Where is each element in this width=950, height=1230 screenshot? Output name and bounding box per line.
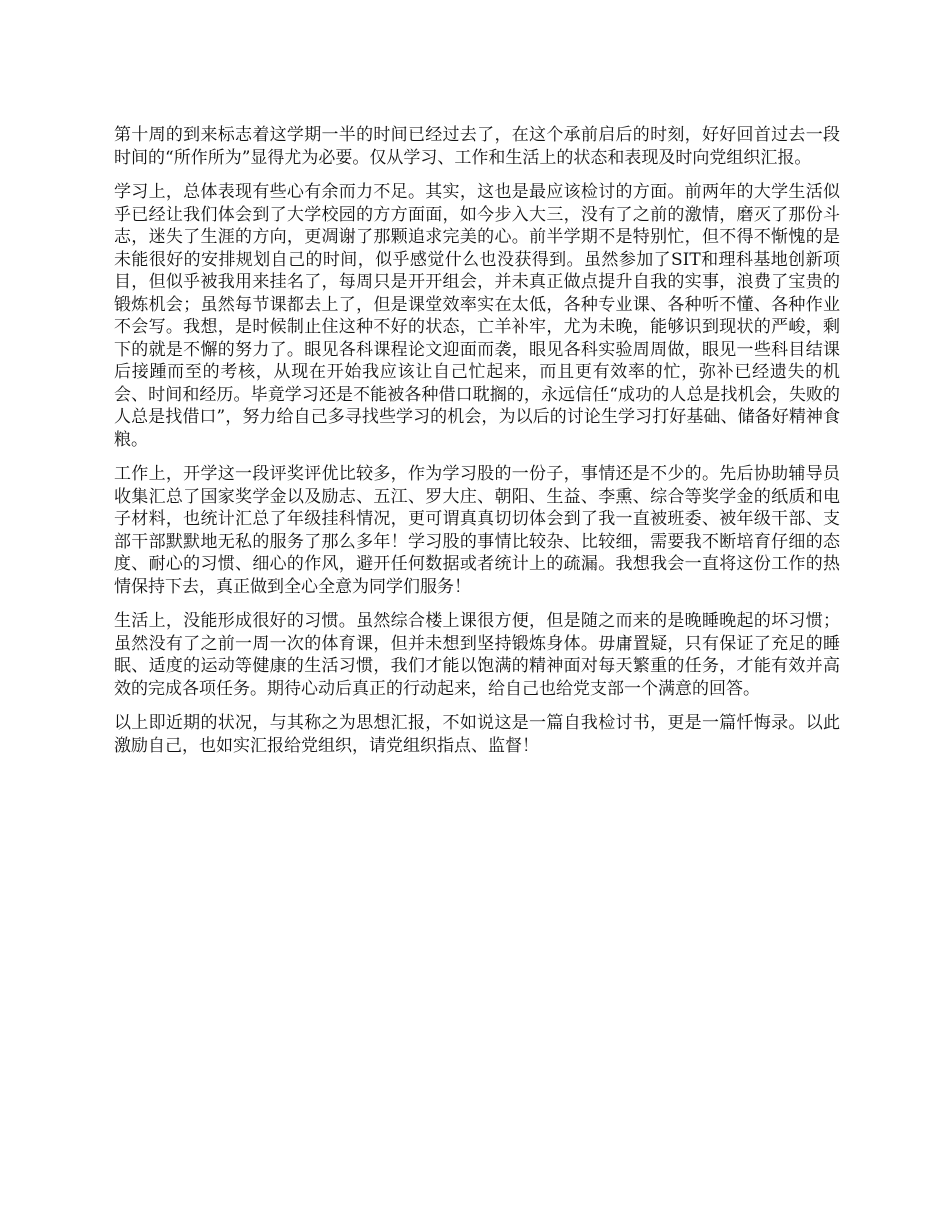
paragraph-life: 生活上，没能形成很好的习惯。虽然综合楼上课很方便，但是随之而来的是晚睡晚起的坏习惯；虽然没有了之前一周一次的体育课，但并未想到坚持锻炼身体。毋庸置疑，只有保证了充足的睡眠、适度的运动等健康的生活习惯，我们才能以饱满的精神面对每天繁重的任务，才能有效并高效的完成各项任务。期待心动后真正的行动起来，给自己也给党支部一个满意的回答。 — [114, 611, 840, 699]
paragraph-intro: 第十周的到来标志着这学期一半的时间已经过去了，在这个承前启后的时刻，好好回首过去一段时间的“所作所为”显得尤为必要。仅从学习、工作和生活上的状态和表现及时向党组织汇报。 — [114, 125, 840, 168]
paragraph-conclusion: 以上即近期的状况，与其称之为思想汇报，不如说这是一篇自我检讨书，更是一篇忏悔录。以此激励自己，也如实汇报给党组织，请党组织指点、监督！ — [114, 713, 840, 756]
document-body — [114, 124, 840, 769]
paragraph-study: 学习上，总体表现有些心有余而力不足。其实，这也是最应该检讨的方面。前两年的大学生活似乎已经让我们体会到了大学校园的方方面面，如今步入大三，没有了之前的激情，磨灭了那份斗志，迷失了生涯的方向，更凋谢了那颗追求完美的心。前半学期不是特别忙，但不得不惭愧的是未能很好的安排规划自己的时间，似乎感觉什么也没获得到。虽然参加了SIT和理科基地创新项目，但似乎被我用来挂名了，每周只是开开组会，并未真正做点提升自我的实事，浪费了宝贵的锻炼机会；虽然每节课都去上了，但是课堂效率实在太低，各种专业课、各种听不懂、各种作业不会写。我想，是时候制止住这种不好的状态，亡羊补牢，尤为未晚，能够识到现状的严峻，剩下的就是不懈的努力了。眼见各科课程论文迎面而袭，眼见各科实验周周做，眼见一些科目结课后接踵而至的考核，从现在开始我应该让自己忙起来，而且更有效率的忙，弥补已经遗失的机会、时间和经历。毕竟学习还是不能被各种借口耽搁的，永远信任“成功的人总是找机会，失败的人总是找借口”，努力给自己多寻找些学习的机会，为以后的讨论生学习打好基础、储备好精神食粮。 — [114, 182, 840, 450]
paragraph-work: 工作上，开学这一段评奖评优比较多，作为学习股的一份子，事情还是不少的。先后协助辅导员收集汇总了国家奖学金以及励志、五江、罗大庄、朝阳、生益、李熏、综合等奖学金的纸质和电子材料，也统计汇总了年级挂科情况，更可谓真真切切体会到了我一直被班委、被年级干部、支部干部默默地无私的服务了那么多年！学习股的事情比较杂、比较细，需要我不断培育仔细的态度、耐心的习惯、细心的作风，避开任何数据或者统计上的疏漏。我想我会一直将这份工作的热情保持下去，真正做到全心全意为同学们服务！ — [114, 464, 840, 597]
